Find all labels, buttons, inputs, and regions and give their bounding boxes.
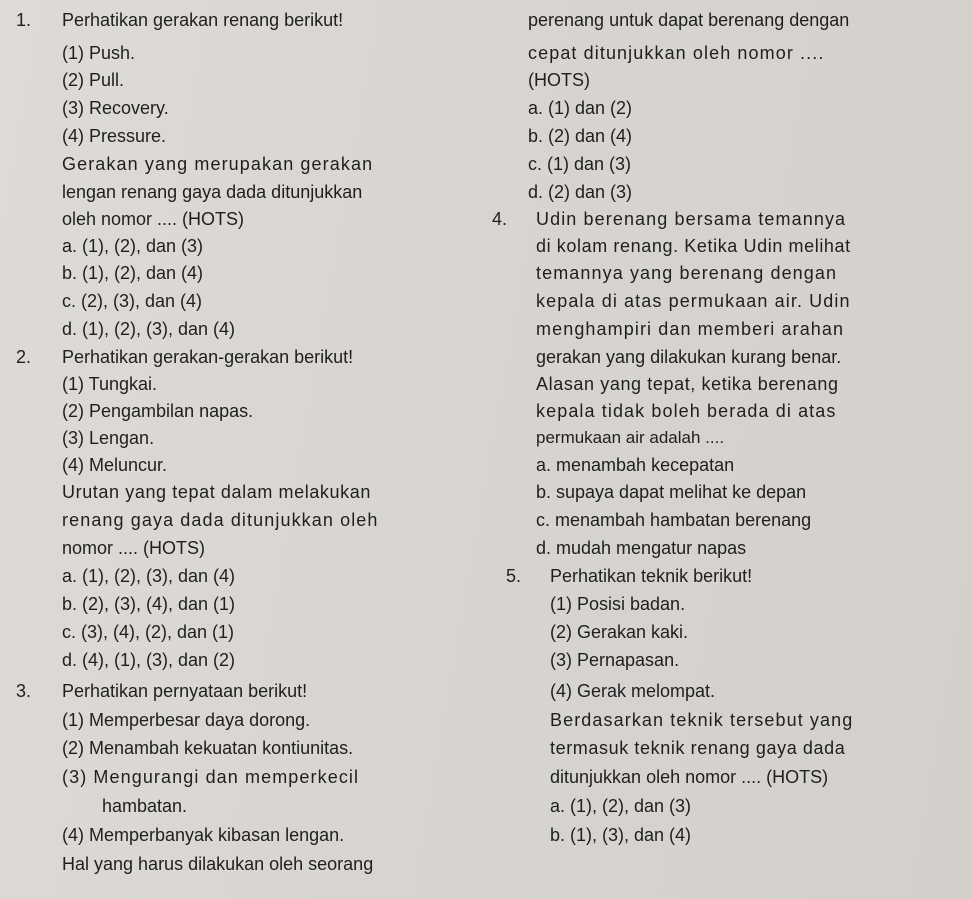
- q4-stem-line-4: kepala di atas permukaan air. Udin: [536, 291, 851, 311]
- q3-cont-line-2: cepat ditunjukkan oleh nomor ....: [528, 43, 825, 63]
- q3-item-4: (4) Memperbanyak kibasan lengan.: [62, 825, 345, 845]
- q1-stem-line-3: oleh nomor .... (HOTS): [62, 209, 245, 229]
- q2-option-a[interactable]: a. (1), (2), (3), dan (4): [62, 566, 236, 586]
- q2-item-3: (3) Lengan.: [62, 428, 155, 448]
- q4-stem-line-7: Alasan yang tepat, ketika berenang: [536, 374, 839, 394]
- q1-option-c[interactable]: c. (2), (3), dan (4): [62, 291, 203, 311]
- q2-item-1: (1) Tungkai.: [62, 374, 158, 394]
- q5-option-b[interactable]: b. (1), (3), dan (4): [550, 825, 692, 845]
- q1-stem-line-1: Gerakan yang merupakan gerakan: [62, 154, 374, 174]
- q4-number: 4.: [492, 209, 508, 229]
- q4-stem-line-2: di kolam renang. Ketika Udin melihat: [536, 236, 851, 256]
- q2-stem-line-2: renang gaya dada ditunjukkan oleh: [62, 510, 379, 530]
- q4-option-c[interactable]: c. menambah hambatan berenang: [536, 510, 812, 530]
- q2-number: 2.: [16, 347, 32, 367]
- q2-option-b[interactable]: b. (2), (3), (4), dan (1): [62, 594, 236, 614]
- q1-stem-line-2: lengan renang gaya dada ditunjukkan: [62, 182, 363, 202]
- q5-item-4: (4) Gerak melompat.: [550, 681, 716, 701]
- q2-item-4: (4) Meluncur.: [62, 455, 168, 475]
- q2-item-2: (2) Pengambilan napas.: [62, 401, 254, 421]
- q3-cont-line-3: (HOTS): [528, 70, 590, 90]
- q3-intro: Perhatikan pernyataan berikut!: [62, 681, 308, 701]
- q4-option-d[interactable]: d. mudah mengatur napas: [536, 538, 747, 558]
- q5-item-3: (3) Pernapasan.: [550, 650, 680, 670]
- q3-option-c[interactable]: c. (1) dan (3): [528, 154, 632, 174]
- q3-item-3: (3) Mengurangi dan memperkecil: [62, 767, 360, 787]
- q3-item-3-cont: hambatan.: [102, 796, 188, 816]
- q1-item-1: (1) Push.: [62, 43, 136, 63]
- q3-item-2: (2) Menambah kekuatan kontiunitas.: [62, 738, 354, 758]
- q4-stem-line-9: permukaan air adalah ....: [536, 428, 725, 447]
- q2-stem-line-3: nomor .... (HOTS): [62, 538, 206, 558]
- q5-stem-line-2: termasuk teknik renang gaya dada: [550, 738, 846, 758]
- q5-option-a[interactable]: a. (1), (2), dan (3): [550, 796, 692, 816]
- q1-item-4: (4) Pressure.: [62, 126, 167, 146]
- q4-option-b[interactable]: b. supaya dapat melihat ke depan: [536, 482, 807, 502]
- q3-option-b[interactable]: b. (2) dan (4): [528, 126, 633, 146]
- q3-cont-line-1: perenang untuk dapat berenang dengan: [528, 10, 850, 30]
- q1-item-3: (3) Recovery.: [62, 98, 169, 118]
- q1-option-b[interactable]: b. (1), (2), dan (4): [62, 263, 204, 283]
- q2-option-d[interactable]: d. (4), (1), (3), dan (2): [62, 650, 236, 670]
- q4-stem-line-1: Udin berenang bersama temannya: [536, 209, 847, 229]
- q5-stem-line-1: Berdasarkan teknik tersebut yang: [550, 710, 854, 730]
- q3-option-d[interactable]: d. (2) dan (3): [528, 182, 633, 202]
- q1-item-2: (2) Pull.: [62, 70, 125, 90]
- q4-stem-line-6: gerakan yang dilakukan kurang benar.: [536, 347, 842, 367]
- q4-stem-line-8: kepala tidak boleh berada di atas: [536, 401, 837, 421]
- q1-option-a[interactable]: a. (1), (2), dan (3): [62, 236, 204, 256]
- q2-option-c[interactable]: c. (3), (4), (2), dan (1): [62, 622, 235, 642]
- q1-option-d[interactable]: d. (1), (2), (3), dan (4): [62, 319, 236, 339]
- q3-item-1: (1) Memperbesar daya dorong.: [62, 710, 311, 730]
- q2-stem-line-1: Urutan yang tepat dalam melakukan: [62, 482, 371, 502]
- q3-stem-line-1: Hal yang harus dilakukan oleh seorang: [62, 854, 374, 874]
- q1-intro: Perhatikan gerakan renang berikut!: [62, 10, 344, 30]
- q3-option-a[interactable]: a. (1) dan (2): [528, 98, 633, 118]
- q5-item-2: (2) Gerakan kaki.: [550, 622, 689, 642]
- q1-number: 1.: [16, 10, 32, 30]
- q4-stem-line-3: temannya yang berenang dengan: [536, 263, 838, 283]
- q4-option-a[interactable]: a. menambah kecepatan: [536, 455, 735, 475]
- q3-number: 3.: [16, 681, 32, 701]
- q5-item-1: (1) Posisi badan.: [550, 594, 686, 614]
- q5-number: 5.: [506, 566, 522, 586]
- q4-stem-line-5: menghampiri dan memberi arahan: [536, 319, 845, 339]
- q2-intro: Perhatikan gerakan-gerakan berikut!: [62, 347, 354, 367]
- q5-intro: Perhatikan teknik berikut!: [550, 566, 753, 586]
- q5-stem-line-3: ditunjukkan oleh nomor .... (HOTS): [550, 767, 829, 787]
